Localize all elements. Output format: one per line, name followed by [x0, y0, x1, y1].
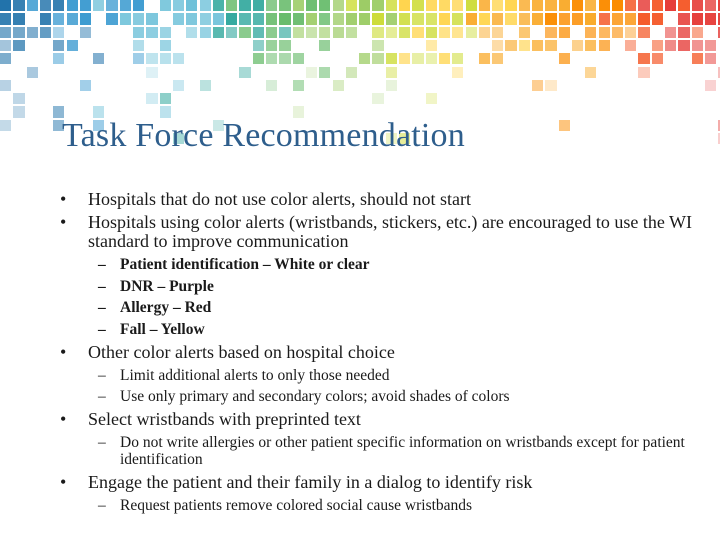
bullet-2: [60, 213, 700, 251]
bullet-4: [60, 410, 700, 429]
sub-bullet-text: Do not write allergies or other patient specific information on wristbands except for patient identification: [120, 434, 685, 468]
sub-bullet-text: Request patients remove colored social cause wristbands: [120, 497, 473, 514]
dash-marker: –: [98, 321, 106, 338]
sub-bullet-white: [98, 256, 688, 273]
sub-bullet-text: Patient identification – White or clear: [120, 256, 370, 273]
bullet-marker: •: [60, 212, 67, 232]
slide-title: Task Force Recommendation: [62, 117, 465, 154]
dash-marker: –: [98, 367, 106, 384]
bullet-1: [60, 190, 700, 209]
bullet-text: Engage the patient and their family in a dialog to identify risk: [88, 472, 533, 492]
bullet-text: Hospitals that do not use color alerts, should not start: [88, 189, 471, 209]
bullet-marker: •: [60, 342, 67, 362]
sub-bullet-text: DNR – Purple: [120, 278, 214, 295]
sub-bullet-yellow: [98, 321, 688, 338]
bullet-text: Hospitals using color alerts (wristbands, stickers, etc.) are encouraged to use the WI standard to improve communication: [88, 212, 692, 251]
sub-bullet: [98, 434, 688, 468]
bullet-marker: •: [60, 409, 67, 429]
dash-marker: –: [98, 299, 106, 316]
bullet-marker: •: [60, 472, 67, 492]
sub-bullet: [98, 367, 688, 384]
sub-bullet-text: Fall – Yellow: [120, 321, 205, 338]
sub-bullet-text: Limit additional alerts to only those needed: [120, 367, 390, 384]
dash-marker: –: [98, 256, 106, 273]
sub-bullet: [98, 497, 688, 514]
sub-bullet-text: Allergy – Red: [120, 299, 212, 316]
bullet-5: [60, 473, 700, 492]
sub-bullet-purple: [98, 278, 688, 295]
sub-bullet-red: [98, 299, 688, 316]
bullet-3: [60, 343, 700, 362]
dash-marker: –: [98, 388, 106, 405]
dash-marker: –: [98, 497, 106, 514]
dash-marker: –: [98, 434, 106, 451]
bullet-text: Other color alerts based on hospital choice: [88, 342, 395, 362]
bullet-text: Select wristbands with preprinted text: [88, 409, 361, 429]
sub-bullet: [98, 388, 688, 405]
bullet-marker: •: [60, 189, 67, 209]
dash-marker: –: [98, 278, 106, 295]
sub-bullet-text: Use only primary and secondary colors; avoid shades of colors: [120, 388, 510, 405]
